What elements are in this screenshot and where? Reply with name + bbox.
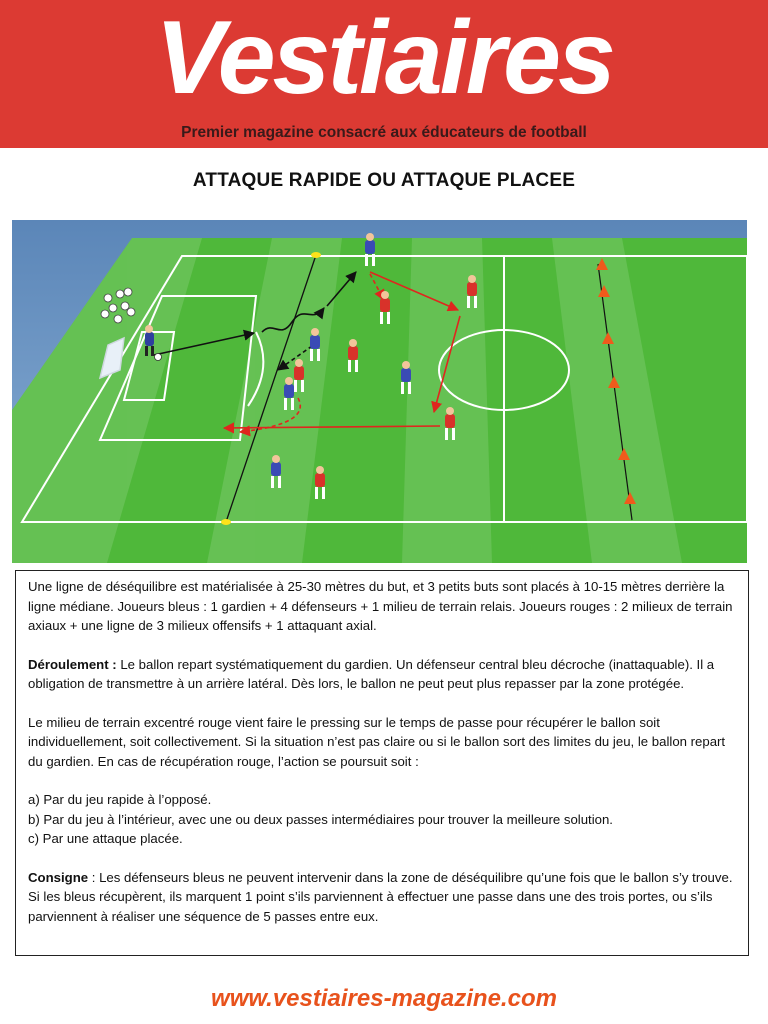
deroulement-text: Le ballon repart systématiquement du gardien. Un défenseur central bleu décroche (inattaquable). Il a obligation de transmettre à un arrière latéral. Dès lors, le ballon ne peut peut plus repasser par la zone protégée. bbox=[28, 656, 715, 691]
pitch-illustration bbox=[12, 220, 747, 563]
option-a: a) Par du jeu rapide à l’opposé. bbox=[28, 792, 212, 807]
consigne-text: : Les défenseurs bleus ne peuvent intervenir dans la zone de déséquilibre qu’une fois que le ballon s’y trouve. Si les bleus récupèrent, ils marquent 1 point s’ils parviennent à effectuer une passe dans une des trois portes, ou s’ils parviennent à réaliser une séquence de 5 passes entre eux. bbox=[28, 869, 733, 924]
magazine-logo: Vestiaires bbox=[155, 0, 613, 116]
line-marker bbox=[311, 252, 321, 258]
game-ball bbox=[155, 354, 162, 361]
deroulement-paragraph bbox=[28, 655, 736, 694]
magazine-tagline: Premier magazine consacré aux éducateurs de football bbox=[181, 124, 587, 141]
option-b: b) Par du jeu à l’intérieur, avec une ou deux passes intermédiaires pour trouver la meilleure solution. bbox=[28, 811, 613, 827]
pressing-paragraph: Le milieu de terrain excentré rouge vient faire le pressing sur le temps de passe pour récupérer le ballon soit individuellement, soit collectivement. Si la situation n’est pas claire ou si le ballon sort des limites du jeu, le ballon repart du gardien. En cas de récupération rouge, l’action se poursuit soit : bbox=[28, 714, 726, 769]
website-link[interactable]: www.vestiaires-magazine.com bbox=[211, 985, 557, 1012]
consigne-label: Consigne bbox=[28, 869, 89, 885]
header-banner bbox=[0, 0, 768, 148]
consigne-paragraph bbox=[28, 868, 736, 927]
line-marker bbox=[221, 519, 231, 525]
page-title: ATTAQUE RAPIDE OU ATTAQUE PLACEE bbox=[192, 170, 576, 191]
exercise-description bbox=[15, 570, 749, 956]
deroulement-label: Déroulement : bbox=[28, 656, 117, 672]
option-c: c) Par une attaque placée. bbox=[28, 831, 183, 846]
training-diagram bbox=[12, 220, 747, 563]
intro-paragraph: Une ligne de déséquilibre est matérialisée à 25-30 mètres du but, et 3 petits buts sont placés à 10-15 mètres derrière la ligne médiane. Joueurs bleus : 1 gardien + 4 défenseurs + 1 milieu de terrain relais. Joueurs rouges : 2 milieux de terrain axiaux + une ligne de 3 milieux offensifs + 1 attaquant axial. bbox=[28, 579, 733, 633]
